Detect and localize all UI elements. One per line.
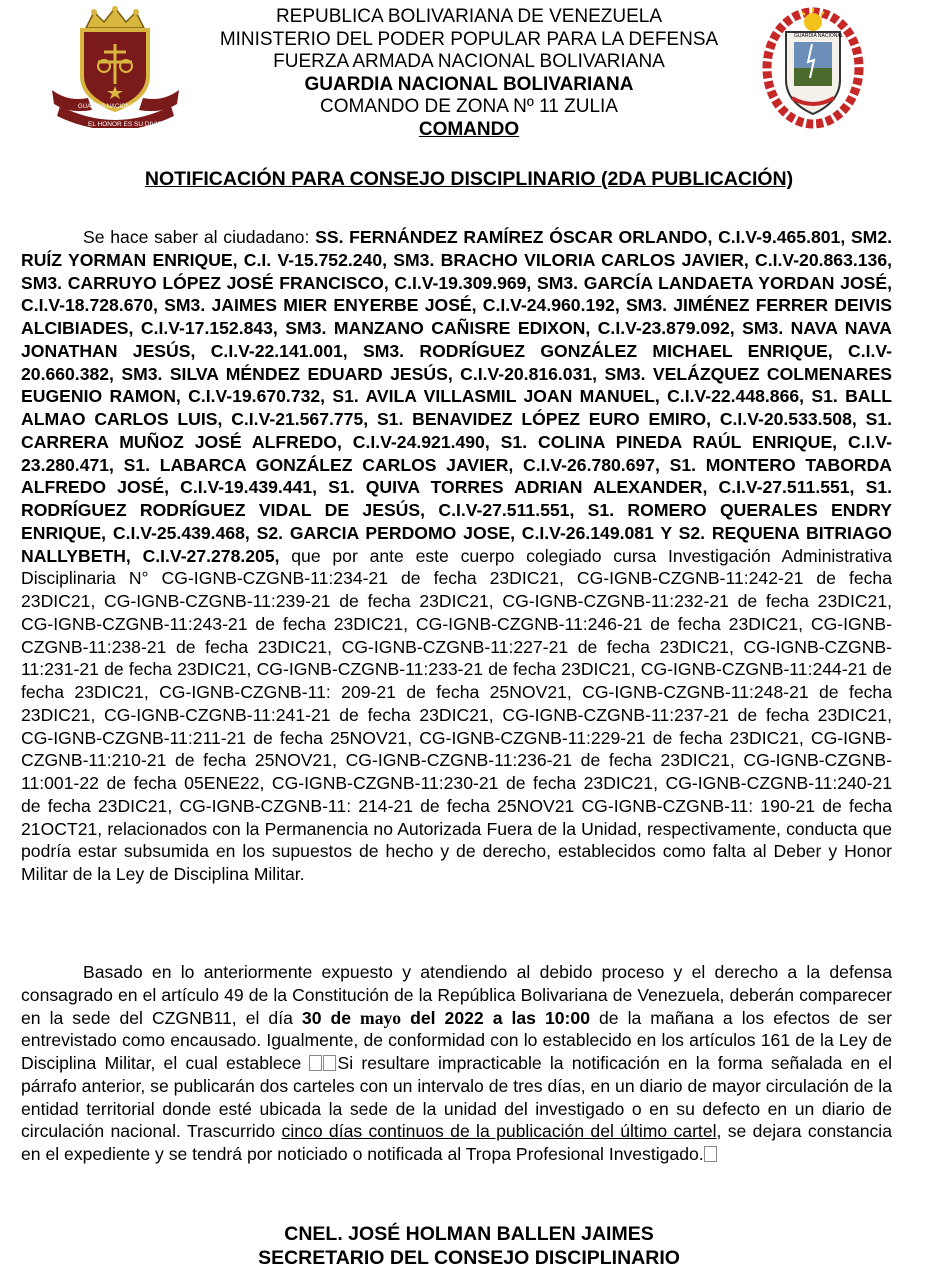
missing-glyph-icon xyxy=(323,1055,336,1071)
summons-text-3: Si resultare impracticable la notificación en la forma señalada en el párrafo anterior, se publicarán dos carteles con un intervalo de tres días, en un diario de mayor circulación de la entidad territorial donde esté ubicada la sede de la unidad del investigado o en su defecto en un diario de circulación nacional. Trascurrido xyxy=(21,1053,893,1142)
underlined-deadline: cinco días continuos de la publicación del último cartel xyxy=(281,1121,717,1142)
missing-glyph-icon xyxy=(309,1055,322,1071)
date-month: mayo xyxy=(360,1007,402,1028)
summons-text-2: de la mañana a los efectos de ser entrevistado como encausado. Igualmente, de conformidad con lo establecido en los artículos 161 de la Ley de Disciplina Militar, el cual establece xyxy=(21,1007,892,1073)
header-command-label: COMANDO xyxy=(418,118,520,140)
header-line-guard: GUARDIA NACIONAL BOLIVARIANA xyxy=(304,73,634,95)
summons-text-1: Basado en lo anteriormente expuesto y atendiendo al debido proceso y el derecho a la defensa consagrado en el artículo 49 de la Constitución de la República Bolivariana de Venezuela, deberán comparecer en la sede del CZGNB11, el día xyxy=(21,962,892,1028)
summons-text-4: , se dejara constancia en el expediente y se tendrá por noticiado o notificada al Tropa Profesional Investigado. xyxy=(21,1121,893,1164)
names-list: SS. FERNÁNDEZ RAMÍREZ ÓSCAR ORLANDO, C.I.V-9.465.801, SM2. RUÍZ YORMAN ENRIQUE, C.I. V-15.752.240, SM3. BRACHO VILORIA CARLOS JAVIER, C.I.V-20.863.136, SM3. CARRUYO LÓPEZ JOSÉ FRANCISCO, C.I.V-19.309.969, SM3. GARCÍA LANDAETA YORDAN JOSÉ, C.I.V-18.728.670, SM3. JAIMES MIER ENYERBE JOSÉ, C.I.V-24.960.192, SM3. JIMÉNEZ FERRER DEIVIS ALCIBIADES, C.I.V-17.152.843, SM3. MANZANO CAÑISRE EDIXON, C.I.V-23.879.092, SM3. NAVA NAVA JONATHAN JESÚS, C.I.V-22.141.001, SM3. RODRÍGUEZ GONZÁLEZ MICHAEL ENRIQUE, C.I.V-20.660.382, SM3. SILVA MÉNDEZ EDUARD JESÚS, C.I.V-20.816.031, SM3. VELÁZQUEZ COLMENARES EUGENIO RAMON, C.I.V-19.670.732, S1. AVILA VILLASMIL JOAN MANUEL, C.I.V-22.448.866, S1. BALL ALMAO CARLOS LUIS, C.I.V-21.567.775, S1. BENAVIDEZ LÓPEZ EURO EMIRO, C.I.V-20.533.508, S1. CARRERA MUÑOZ JOSÉ ALFREDO, C.I.V-24.921.490, S1. COLINA PINEDA RAÚL ENRIQUE, C.I.V-23.280.471, S1. LABARCA GONZÁLEZ CARLOS JAVIER, C.I.V-26.780.697, S1. MONTERO TABORDA ALFREDO JOSÉ, C.I.V-19.439.441, S1. QUIVA TORRES ADRIAN ALEXANDER, C.I.V-27.511.551, S1. RODRÍGUEZ RODRÍGUEZ VIDAL DE JESÚS, C.I.V-27.511.551, S1. ROMERO QUERALES ENDRY ENRIQUE, C.I.V-25.439.468, S2. GARCIA PERDOMO JOSE, C.I.V-26.149.081 Y S2. REQUENA BITRIAGO NALLYBETH, C.I.V-27.278.205, xyxy=(21,227,893,566)
header-text xyxy=(160,6,778,141)
date-time: del 2022 a las 10:00 xyxy=(401,1007,590,1028)
page-title: NOTIFICACIÓN PARA CONSEJO DISCIPLINARIO (2DA PUBLICACIÓN) xyxy=(144,168,794,190)
paragraph-notification xyxy=(21,226,892,886)
header-line-zone: COMANDO DE ZONA Nº 11 ZULIA xyxy=(320,96,618,117)
header-line-ministry: MINISTERIO DEL PODER POPULAR PARA LA DEFENSA xyxy=(219,28,719,50)
missing-glyph-icon xyxy=(704,1146,717,1162)
intro-text: Se hace saber al ciudadano: xyxy=(83,227,316,247)
paragraph-summons xyxy=(21,961,892,1166)
signature-name: CNEL. JOSÉ HOLMAN BALLEN JAIMES xyxy=(284,1223,654,1245)
investigation-text: que por ante este cuerpo colegiado cursa Investigación Administrativa Disciplinaria N° CG-IGNB-CZGNB-11:234-21 de fecha 23DIC21, CG-IGNB-CZGNB-11:242-21 de fecha 23DIC21, CG-IGNB-CZGNB-11:239-21 de fecha 23DIC21, CG-IGNB-CZGNB-11:232-21 de fecha 23DIC21, CG-IGNB-CZGNB-11:243-21 de fecha 23DIC21, CG-IGNB-CZGNB-11:246-21 de fecha 23DIC21, CG-IGNB-CZGNB-11:238-21 de fecha 23DIC21, CG-IGNB-CZGNB-11:227-21 de fecha 23DIC21, CG-IGNB-CZGNB-11:231-21 de fecha 23DIC21, CG-IGNB-CZGNB-11:233-21 de fecha 23DIC21, CG-IGNB-CZGNB-11:244-21 de fecha 23DIC21, CG-IGNB-CZGNB-11: 209-21 de fecha 25NOV21, CG-IGNB-CZGNB-11:248-21 de fecha 23DIC21, CG-IGNB-CZGNB-11:241-21 de fecha 23DIC21, CG-IGNB-CZGNB-11:237-21 de fecha 23DIC21, CG-IGNB-CZGNB-11:211-21 de fecha 25NOV21, CG-IGNB-CZGNB-11:229-21 de fecha 23DIC21, CG-IGNB-CZGNB-11:210-21 de fecha 25NOV21, CG-IGNB-CZGNB-11:236-21 de fecha 23DIC21, CG-IGNB-CZGNB-11:001-22 de fecha 05ENE22, CG-IGNB-CZGNB-11:230-21 de fecha 23DIC21, CG-IGNB-CZGNB-11:240-21 de fecha 23DIC21, CG-IGNB-CZGNB-11: 214-21 de fecha 25NOV21 CG-IGNB-CZGNB-11: 190-21 de fecha 21OCT21, relacionados con la Permanencia no Autorizada Fuera de la Unidad, respectivamente, conducta que podría estar subsumida en los supuestos de hecho y de derecho, establecidos como falta al Deber y Honor Militar de la Ley de Disciplina Militar. xyxy=(21,545,892,884)
ring-text: GUARDIA NACIONAL xyxy=(794,33,844,39)
banner-text: GUARDIA NACIONAL xyxy=(78,104,138,110)
document-header xyxy=(0,6,938,141)
zone-11-emblem-icon xyxy=(762,6,864,132)
header-line-armed-forces: FUERZA ARMADA NACIONAL BOLIVARIANA xyxy=(273,51,665,72)
signature-title: SECRETARIO DEL CONSEJO DISCIPLINARIO xyxy=(258,1247,680,1269)
header-line-republic: REPUBLICA BOLIVARIANA DE VENEZUELA xyxy=(275,6,663,27)
date-day: 30 de xyxy=(301,1007,361,1028)
motto-text: EL HONOR ES SU DIVISA xyxy=(88,121,167,128)
signature-block xyxy=(0,1222,938,1270)
header-line-command xyxy=(160,119,778,142)
